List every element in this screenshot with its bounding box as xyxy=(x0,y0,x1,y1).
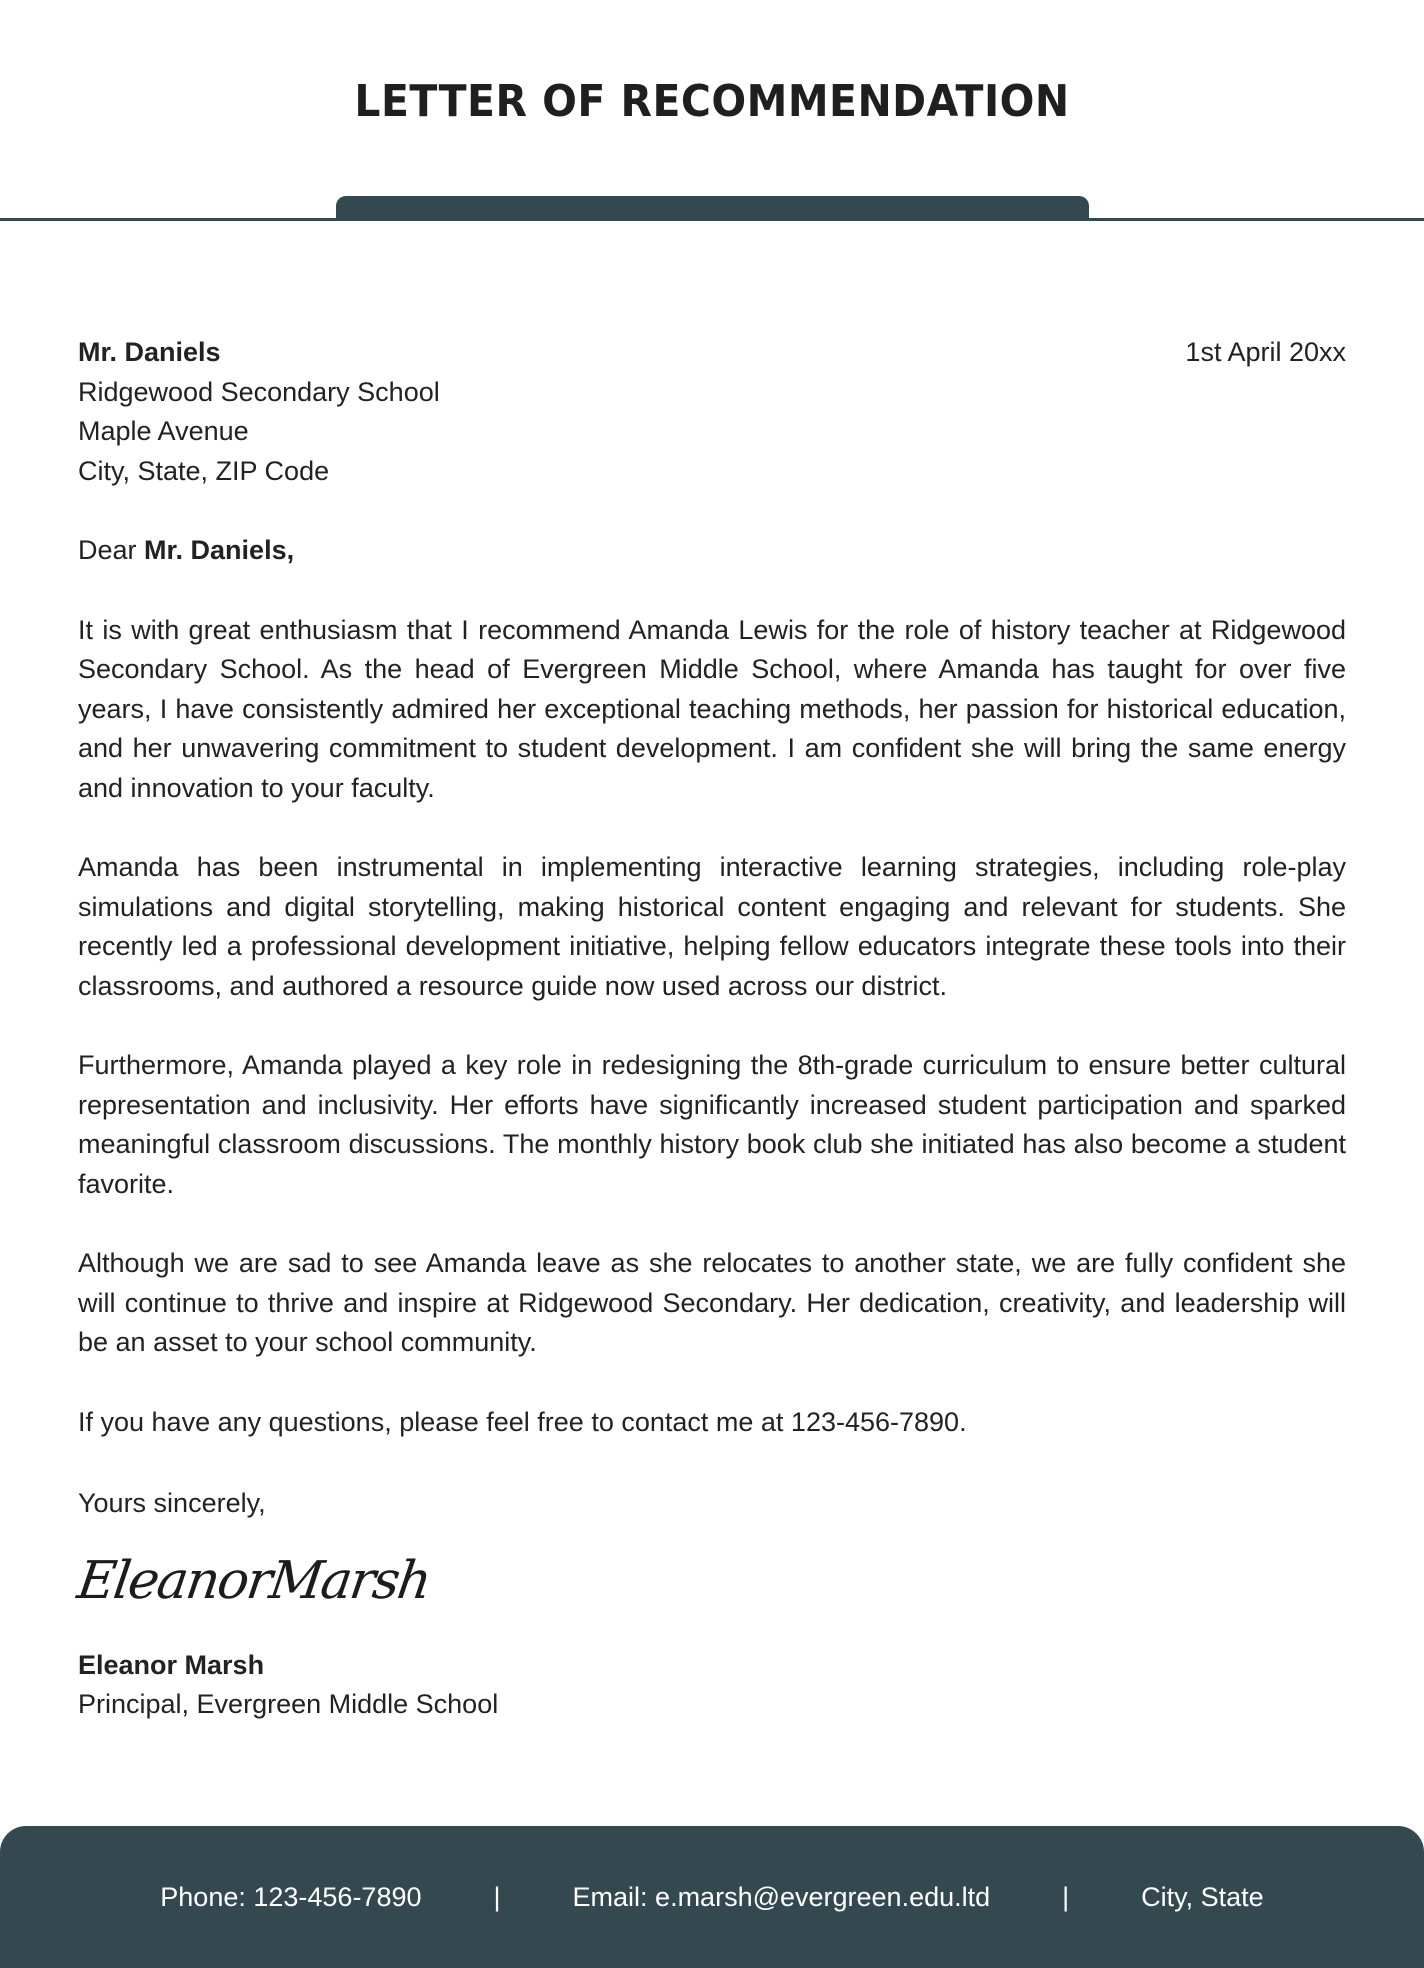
salutation-name: Mr. Daniels, xyxy=(144,535,295,565)
footer-location: City, State xyxy=(1141,1881,1264,1912)
recipient-name: Mr. Daniels xyxy=(78,337,221,367)
salutation xyxy=(78,531,1346,571)
recipient-city: City, State, ZIP Code xyxy=(78,455,330,486)
contact-footer xyxy=(0,1826,1424,1968)
signer-name: Eleanor Marsh xyxy=(78,1649,265,1680)
body-paragraph: It is with great enthusiasm that I recommend Amanda Lewis for the role of history teacher at Ridgewood Secondary School. As the head of Evergreen Middle School, where Amanda has taught for over five years, I have consistently admired her exceptional teaching methods, her passion for historical education, and her unwavering commitment to student development. I am confident she will bring the same energy and innovation to your faculty. xyxy=(78,614,1346,803)
footer-separator: | xyxy=(493,1881,501,1912)
letter-title: LETTER OF RECOMMENDATION xyxy=(354,76,1070,127)
recipient-address xyxy=(78,333,1346,491)
footer-email: Email: e.marsh@evergreen.edu.ltd xyxy=(572,1881,991,1912)
salutation-greeting: Dear xyxy=(78,535,145,565)
body-paragraph: Furthermore, Amanda played a key role in redesigning the 8th-grade curriculum to ensure better cultural representation and inclusivity. Her efforts have significantly increased student participation and sparked meaningful classroom discussions. The monthly history book club she initiated has also become a student favorite. xyxy=(78,1050,1346,1199)
body-paragraph: Although we are sad to see Amanda leave as she relocates to another state, we are fully confident she will continue to thrive and inspire at Ridgewood Secondary. Her dedication, creativity, and leadership will be an asset to your school community. xyxy=(78,1248,1346,1357)
recipient-street: Maple Avenue xyxy=(78,416,249,446)
recipient-organization: Ridgewood Secondary School xyxy=(78,376,440,407)
letter-date: 1st April 20xx xyxy=(1185,337,1346,367)
signature-block xyxy=(78,1646,1346,1725)
contact-paragraph: If you have any questions, please feel free to contact me at 123-456-7890. xyxy=(78,1406,967,1437)
letter-content xyxy=(73,333,1346,1725)
signer-title: Principal, Evergreen Middle School xyxy=(78,1689,499,1719)
header-divider xyxy=(0,218,1424,221)
body-paragraph: Amanda has been instrumental in implementing interactive learning strategies, including role-play simulations and digital storytelling, making historical content engaging and relevant for students. She recently led a professional development initiative, helping fellow educators integrate these tools into their classrooms, and authored a resource guide now used across our district. xyxy=(78,852,1346,1001)
footer-phone: Phone: 123-456-7890 xyxy=(160,1881,422,1912)
footer-separator: | xyxy=(1062,1881,1070,1912)
handwritten-signature: EleanorMarsh xyxy=(73,1550,434,1611)
closing: Yours sincerely, xyxy=(78,1488,266,1518)
